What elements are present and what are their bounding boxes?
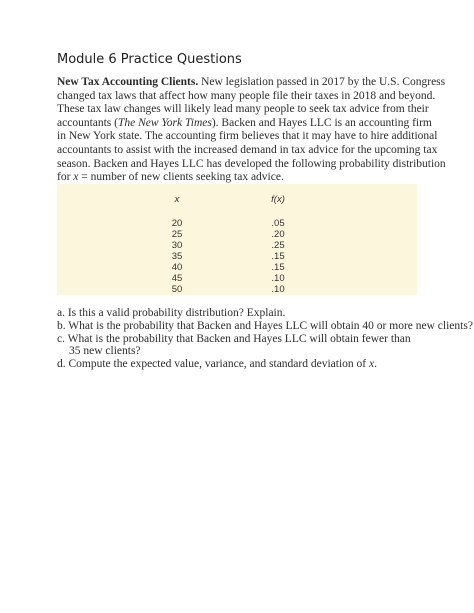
x-value: 20: [171, 218, 183, 229]
source-citation: The New York Times: [118, 116, 212, 129]
fx-value: .25: [271, 240, 285, 251]
problem-line-2: changed tax laws that affect how many people file their taxes in 2018 and beyond.: [57, 89, 436, 102]
question-a: a. Is this a valid probability distribution? Explain.: [57, 307, 286, 319]
fx-value: .10: [271, 273, 285, 284]
x-value: 45: [171, 273, 183, 284]
fx-value: .05: [271, 218, 285, 229]
fx-value: .15: [271, 262, 285, 273]
x-value: 50: [171, 284, 183, 295]
fx-value: .15: [271, 251, 285, 262]
x-column: [157, 194, 197, 295]
variable-x: x: [73, 171, 79, 184]
problem-title: New Tax Accounting Clients.: [57, 76, 199, 88]
problem-line-6: accountants to assist with the increased demand in tax advice for the upcoming tax: [57, 143, 438, 156]
problem-line-3: These tax law changes will likely lead many people to seek tax advice from their: [57, 103, 429, 116]
x-value: 25: [171, 229, 183, 240]
problem-statement: [57, 76, 446, 185]
question-d: d. Compute the expected value, variance, and standard deviation of x.: [57, 358, 377, 371]
x-value: 35: [171, 251, 183, 262]
probability-distribution-table: [57, 184, 417, 295]
question-c-continued: 35 new clients?: [69, 345, 141, 358]
problem-line-1: New Tax Accounting Clients. New legislation passed in 2017 by the U.S. Congress: [57, 76, 446, 88]
fx-value: .20: [271, 229, 285, 240]
x-value: 30: [171, 240, 183, 251]
problem-line-4: accountants (The New York Times). Backen and Hayes LLC is an accounting firm: [57, 116, 432, 129]
fx-column-header: f(x): [271, 194, 285, 205]
variable-x: x: [368, 358, 375, 371]
fx-value: .10: [271, 284, 285, 295]
question-b: b. What is the probability that Backen and Hayes LLC will obtain 40 or more new clients?: [57, 319, 473, 332]
x-column-header: x: [174, 194, 180, 205]
question-list: [57, 307, 473, 371]
x-value: 40: [171, 262, 183, 273]
question-c: c. What is the probability that Backen and Hayes LLC will obtain fewer than: [57, 332, 411, 345]
page-title: Module 6 Practice Questions: [57, 52, 242, 67]
problem-line-5: in New York state. The accounting firm believes that it may have to hire additional: [57, 130, 438, 143]
problem-line-8: for x = number of new clients seeking tax advice.: [57, 171, 284, 184]
fx-column: [258, 194, 298, 295]
problem-line-7: season. Backen and Hayes LLC has developed the following probability distribution: [57, 157, 446, 170]
